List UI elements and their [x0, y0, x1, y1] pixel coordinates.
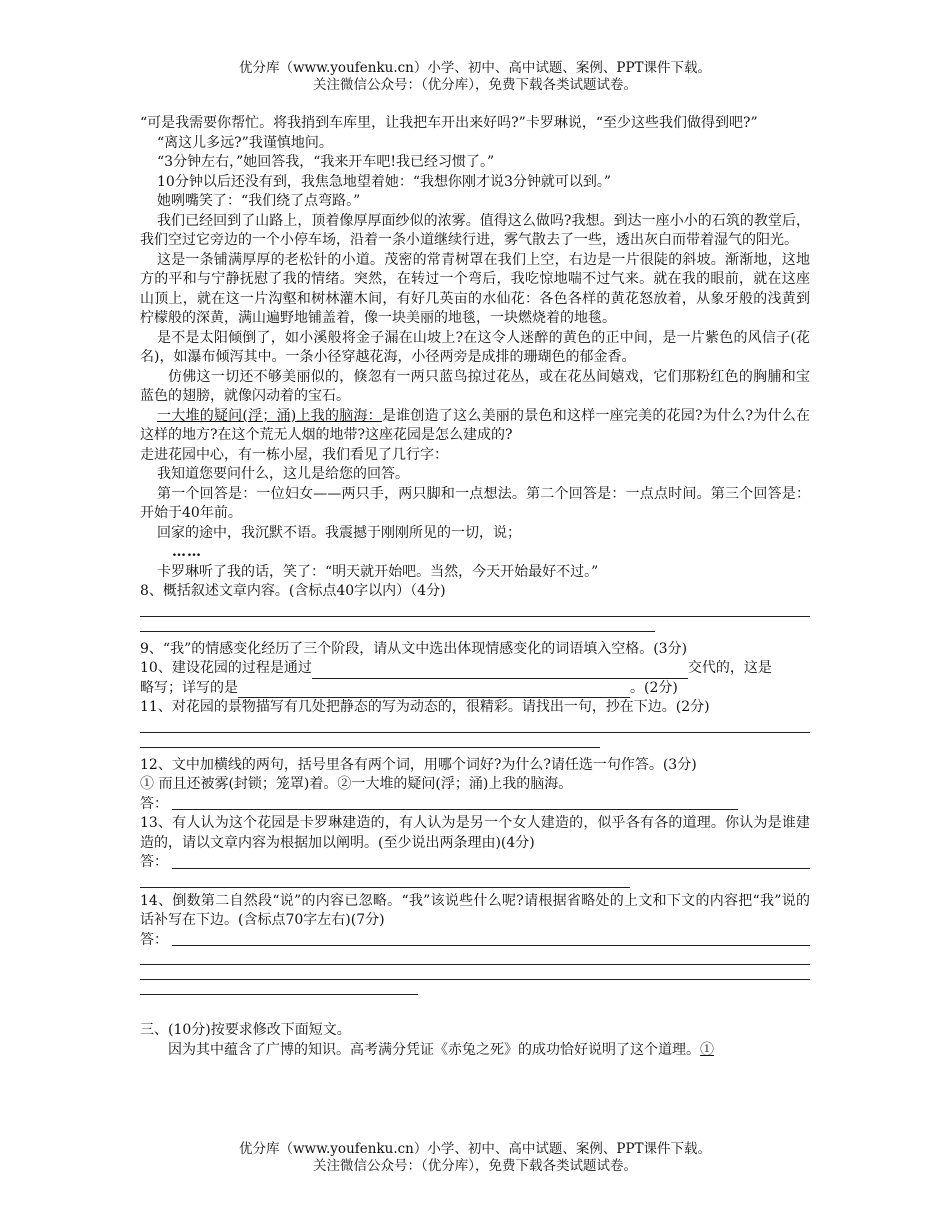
answer-label: 答： — [140, 931, 168, 948]
paragraph: 她咧嘴笑了：“我们绕了点弯路。” — [157, 193, 361, 209]
blank-field[interactable] — [312, 663, 688, 679]
page-header — [0, 60, 950, 94]
question-12: 12、文中加横线的两句，括号里各有两个词，用哪个词好?为什么?请任选一句作答。(3分) — [140, 756, 697, 773]
answer-label: 答： — [140, 795, 168, 812]
blank-field[interactable] — [238, 682, 630, 698]
circled-marker: ① — [700, 1041, 714, 1058]
question-8: 8、概括叙述文章内容。(含标点40字以内）（4分) — [140, 583, 446, 599]
question-14: 14、倒数第二自然段“说”的内容已忽略。“我”该说些什么呢?请根据省略处的上文和下文的内容把“我”说的话补写在下边。(含标点70字左右)(7分) — [140, 892, 810, 928]
paragraph: 第一个回答是：一位妇女——两只手，两只脚和一点想法。第二个回答是：一点点时间。第三个回答是：开始于40年前。 — [140, 485, 810, 521]
question-10-text: 。(2分) — [630, 679, 678, 696]
document-body — [140, 114, 810, 1060]
footer-line-1: 优分库（www.youfenku.cn）小学、初中、高中试题、案例、PPT课件下载。 — [238, 1141, 712, 1157]
question-11: 11、对花园的景物描写有几处把静态的写为动态的，很精彩。请找出一句，抄在下边。(2分) — [140, 699, 710, 715]
section-3-sentence: 因为其中蕴含了广博的知识。高考满分凭证《赤兔之死》的成功恰好说明了这个道理。 — [168, 1041, 700, 1058]
paragraph: “离这儿多远?”我谨慎地问。 — [157, 134, 333, 151]
question-9: 9、“我”的情感变化经历了三个阶段，请从文中选出体现情感变化的词语填入空格。(3分) — [140, 640, 688, 657]
page-footer — [0, 1141, 950, 1175]
answer-row — [140, 931, 810, 951]
paragraph-text: 是谁创造了这么美丽的景色和这样一座完美的花园?为什么?为什么在这样的地方?在这个荒无人烟的地带?这座花园是怎么建成的? — [140, 407, 810, 443]
question-13: 13、有人认为这个花园是卡罗琳建造的，有人认为是另一个女人建造的，似乎各有各的道理。你认为是谁建造的，请以文章内容为根据加以阐明。(至少说出两条理由)(4分) — [140, 815, 810, 851]
section-3-text — [140, 1041, 810, 1061]
header-line-1: 优分库（www.youfenku.cn）小学、初中、高中试题、案例、PPT课件下载。 — [238, 60, 712, 76]
underlined-sentence: 一大堆的疑问(浮；涌)上我的脑海： — [157, 407, 382, 424]
answer-line[interactable] — [172, 809, 738, 810]
section-3-heading: 三、(10分)按要求修改下面短文。 — [140, 1022, 351, 1038]
answer-label: 答： — [140, 854, 168, 870]
footer-line-2: 关注微信公众号：（优分库），免费下载各类试题试卷。 — [313, 1158, 637, 1174]
question-10-cont — [140, 679, 810, 699]
paragraph: 仿佛这一切还不够美丽似的，倏忽有一两只蓝鸟掠过花丛，或在花丛间嬉戏，它们那粉红色的胸脯和宝蓝色的翅膀，就像闪动着的宝石。 — [140, 368, 810, 404]
paragraph: 我们已经回到了山路上，顶着像厚厚面纱似的浓雾。值得这么做吗?我想。到达一座小小的石筑的教堂后，我们空过它旁边的一个小停车场，沿着一条小道继续行进，雾气散去了一些，透出灰白而带着湿气的阳光。 — [140, 212, 810, 248]
paragraph: 回家的途中，我沉默不语。我震撼于刚刚所见的一切，说； — [157, 524, 521, 541]
paragraph: 10分钟以后还没有到，我焦急地望着她：“我想你刚才说3分钟就可以到。” — [157, 173, 612, 190]
answer-row — [140, 795, 738, 815]
question-10-text: 10、建设花园的过程是通过 — [140, 660, 312, 676]
header-line-2: 关注微信公众号：（优分库），免费下载各类试题试卷。 — [313, 77, 637, 93]
question-12-options: ① 而且还被雾(封锁；笼罩)着。②一大堆的疑问(浮；涌)上我的脑海。 — [140, 776, 573, 792]
question-10-text: 略写；详写的是 — [140, 679, 238, 696]
paragraph: 这是一条铺满厚厚的老松针的小道。茂密的常青树罩在我们上空，右边是一片很陡的斜坡。渐渐地，这地方的平和与宁静抚慰了我的情绪。突然，在转过一个弯后，我吃惊地喘不过气来。就在我的眼前，就在这座山顶上，就在这一片沟壑和树林灌木间，有好几英亩的水仙花：各色各样的黄花怒放着，从象牙般的浅黄到柠檬般的深黄，满山遍野地铺盖着，像一块美丽的地毯，一块燃烧着的地毯。 — [140, 251, 810, 326]
paragraph: 卡罗琳听了我的话，笑了：“明天就开始吧。当然，今天开始最好不过。” — [157, 563, 599, 580]
paragraph: “可是我需要你帮忙。将我捎到车库里，让我把车开出来好吗?”卡罗琳说，“至少这些我们做得到吧?” — [140, 115, 758, 131]
paragraph: 是不是太阳倾倒了，如小溪般将金子漏在山坡上?在这令人迷醉的黄色的正中间，是一片紫色的风信子(花名)，如瀑布倾泻其中。一条小径穿越花海，小径两旁是成排的珊瑚色的郁金香。 — [140, 329, 810, 365]
question-10-text: 交代的，这是 — [687, 660, 772, 676]
paragraph: 我知道您要问什么，这儿是给您的回答。 — [157, 466, 409, 482]
answer-line[interactable] — [172, 945, 810, 946]
answer-row — [140, 853, 810, 873]
answer-line[interactable] — [172, 868, 810, 869]
paragraph: “3分钟左右，”她回答我，“我来开车吧!我已经习惯了。” — [157, 154, 495, 170]
paragraph — [140, 407, 810, 446]
paragraph: 走进花园中心，有一栋小屋，我们看见了几行字： — [140, 446, 448, 463]
ellipsis: …… — [172, 544, 202, 560]
question-10 — [140, 659, 810, 679]
